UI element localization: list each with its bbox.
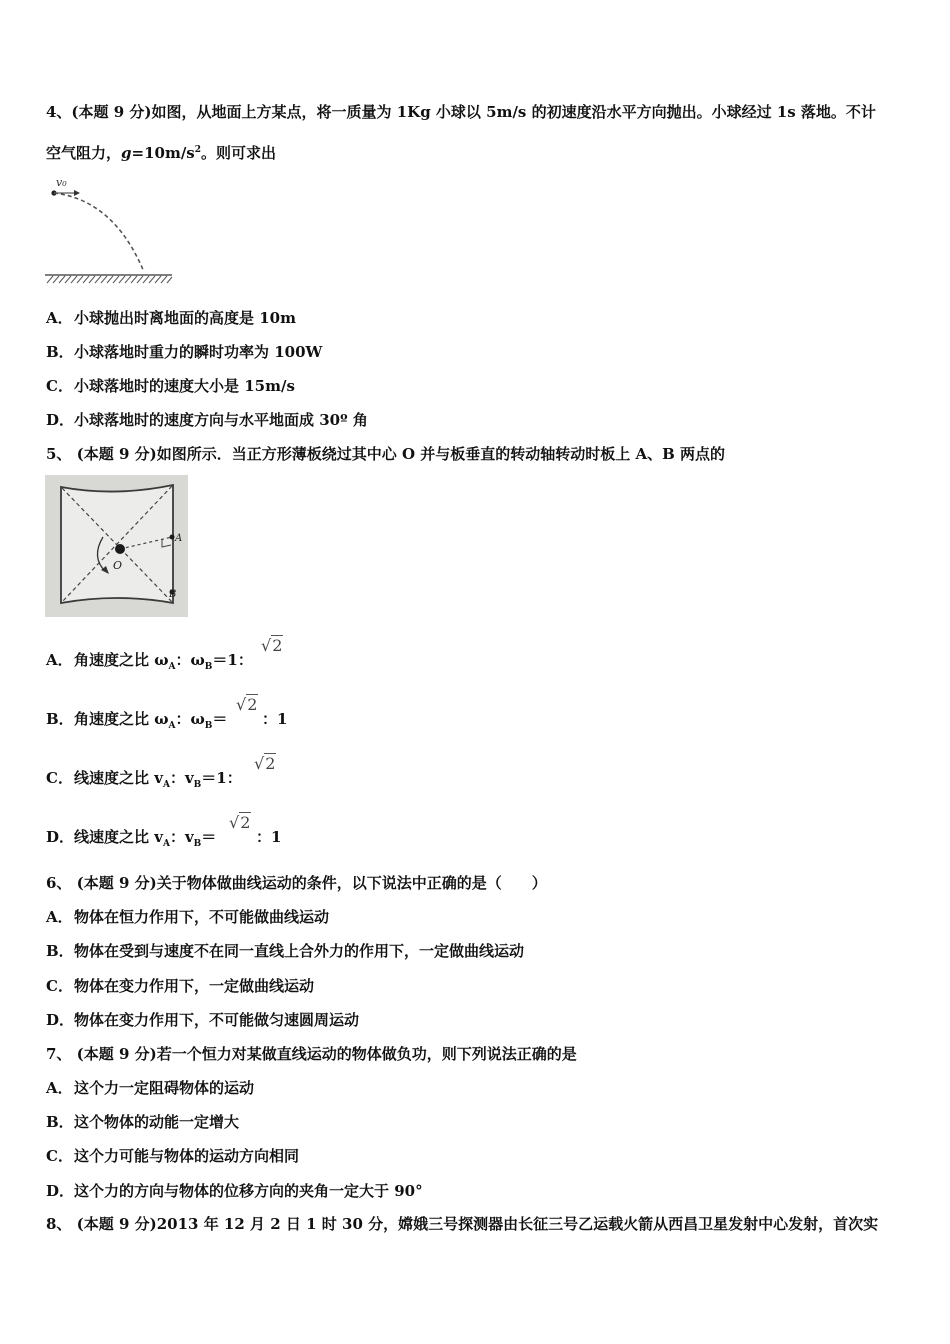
q5-option-d-sqrt: √2 [229,813,251,832]
q4-stem-line2: 空气阻力，$g=10m/s^2$。则可求出 [46,144,277,162]
q5-option-c[interactable]: C．线速度之比 $v_A$：$v_B=1$： [46,769,242,790]
q5-option-b-sqrt: √2 [236,695,258,714]
q6-option-a[interactable]: A．物体在恒力作用下，不可能做曲线运动 [46,908,330,926]
q5-option-d-tail: ：1 [256,828,282,846]
q4-option-a[interactable]: A．小球抛出时离地面的高度是 10m [46,309,296,327]
q7-option-b[interactable]: B．这个物体的动能一定增大 [46,1113,240,1131]
q4-stem-line1: 4、(本题 9 分)如图，从地面上方某点，将一质量为 1Kg 小球以 5m/s 的初速度沿水平方向抛出。小球经过 1s 落地。不计 [46,103,876,121]
label-b: B [169,589,177,600]
label-a: A [175,533,183,544]
q5-option-a-sqrt: √2 [261,636,283,655]
v0-label: v₀ [56,176,67,189]
q7-option-d[interactable]: D．这个力的方向与物体的位移方向的夹角一定大于 90° [46,1182,423,1200]
label-o: O [113,559,123,572]
q4-option-d[interactable]: D．小球落地时的速度方向与水平地面成 30º 角 [46,411,368,429]
trajectory-curve [54,193,144,272]
q7-option-a[interactable]: A．这个力一定阻碍物体的运动 [46,1079,255,1097]
q8-stem-line1: 8、 (本题 9 分)2013 年 12 月 2 日 1 时 30 分，嫦娥三号探测器由长征三号乙运载火箭从西昌卫星发射中心发射，首次实 [46,1215,879,1233]
q4-option-b[interactable]: B．小球落地时重力的瞬时功率为 100W [46,343,323,361]
q6-option-d[interactable]: D．物体在变力作用下，不可能做匀速圆周运动 [46,1011,360,1029]
center-o [115,544,125,554]
ground-hatching [47,276,172,283]
q5-option-b-tail: ：1 [262,710,288,728]
square-plate-figure [45,475,188,617]
q5-option-a[interactable]: A．角速度之比 $\omega_A$：$\omega_B=1$： [46,651,253,672]
q5-option-b[interactable]: B．角速度之比 $\omega_A$：$\omega_B=$ [46,710,228,731]
q6-option-c[interactable]: C．物体在变力作用下，一定做曲线运动 [46,977,315,995]
q6-option-b[interactable]: B．物体在受到与速度不在同一直线上合外力的作用下，一定做曲线运动 [46,942,525,960]
q5-option-d[interactable]: D．线速度之比 $v_A$：$v_B=$ [46,828,217,849]
q7-option-c[interactable]: C．这个力可能与物体的运动方向相同 [46,1147,300,1165]
projectile-figure [44,174,176,286]
q5-option-c-sqrt: √2 [254,754,276,773]
q7-stem-line1: 7、 (本题 9 分)若一个恒力对某做直线运动的物体做负功，则下列说法正确的是 [46,1045,577,1063]
q6-stem-line1: 6、 (本题 9 分)关于物体做曲线运动的条件，以下说法中正确的是（ ） [46,874,547,892]
q4-option-c[interactable]: C．小球落地时的速度大小是 15m/s [46,377,295,395]
point-a [170,535,175,540]
q5-stem-line1: 5、 (本题 9 分)如图所示．当正方形薄板绕过其中心 O 并与板垂直的转动轴转动时板上 A、B 两点的 [46,445,726,463]
v0-arrowhead [74,190,80,196]
